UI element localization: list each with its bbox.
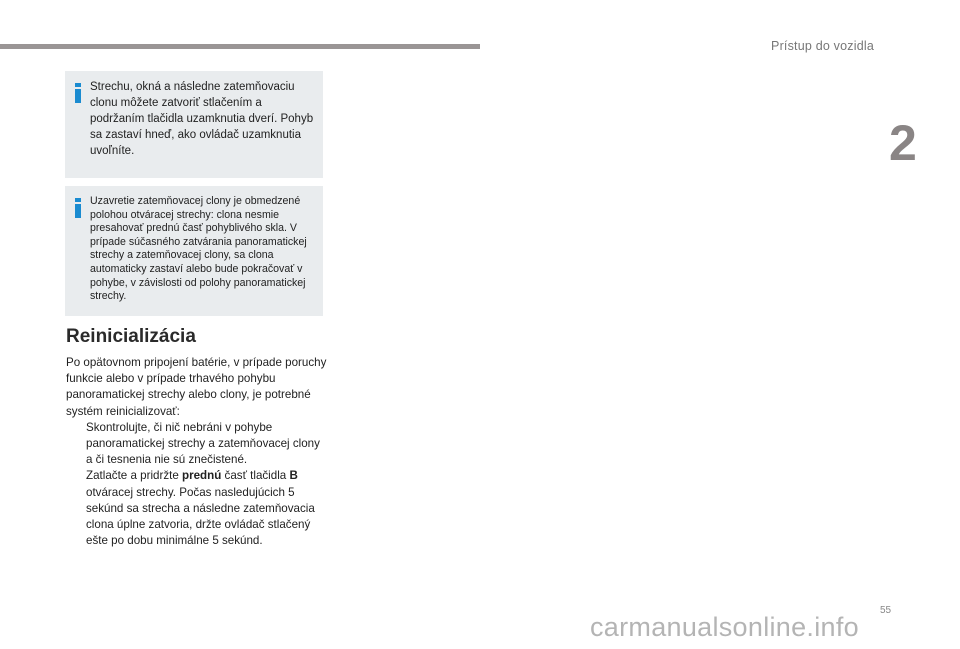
list-item-text-end: otváracej strechy. Počas nasledujúcich 5 sekúnd sa strecha a následne zatemňovacia clona úplne zatvoria, držte ovládač stlačený ešte po dobu minimálne 5 sekúnd.	[86, 485, 315, 548]
list-item	[66, 420, 328, 469]
info-note-2	[65, 186, 323, 316]
section-heading: Reinicializácia	[66, 326, 196, 347]
info-icon	[75, 83, 81, 103]
intro-paragraph: Po opätovnom pripojení batérie, v prípade poruchy funkcie alebo v prípade trhavého pohybu panoramatickej strechy alebo clony, je potrebné systém reinicializovať:	[66, 356, 327, 418]
watermark: carmanualsonline.info	[590, 612, 859, 642]
info-icon	[75, 198, 81, 218]
section-body	[66, 355, 328, 549]
chapter-number: 2	[889, 115, 917, 171]
list-item	[66, 468, 328, 549]
list-item-text-start: Zatlačte a pridržte	[86, 469, 183, 483]
header-rule	[0, 44, 480, 49]
info-note-text: Uzavretie zatemňovacej clony je obmedzené polohou otváracej strechy: clona nesmie presahovať prednú časť pohyblivého skla. V prípade súčasného zatvárania panoramatickej strechy a zatemňovacej clony, sa clona automaticky zastaví alebo bude pokračovať v pohybe, v závislosti od polohy panoramatickej strechy.	[90, 195, 307, 303]
list-item-text-mid: časť tlačidla	[221, 469, 290, 483]
section-label: Prístup do vozidla	[771, 39, 874, 53]
emphasis-front: prednú	[182, 469, 222, 483]
info-note-1	[65, 71, 323, 178]
list-item-text: Skontrolujte, či nič nebráni v pohybe panoramatickej strechy a zatemňovacej clony a či tesnenia nie sú znečistené.	[86, 420, 320, 467]
button-key-label: B	[289, 469, 298, 483]
page-number: 55	[880, 605, 892, 616]
info-note-text: Strechu, okná a následne zatemňovaciu clonu môžete zatvoriť stlačením a podržaním tlačidla uzamknutia dverí. Pohyb sa zastaví hneď, ako ovládač uzamknutia uvoľníte.	[90, 81, 314, 157]
